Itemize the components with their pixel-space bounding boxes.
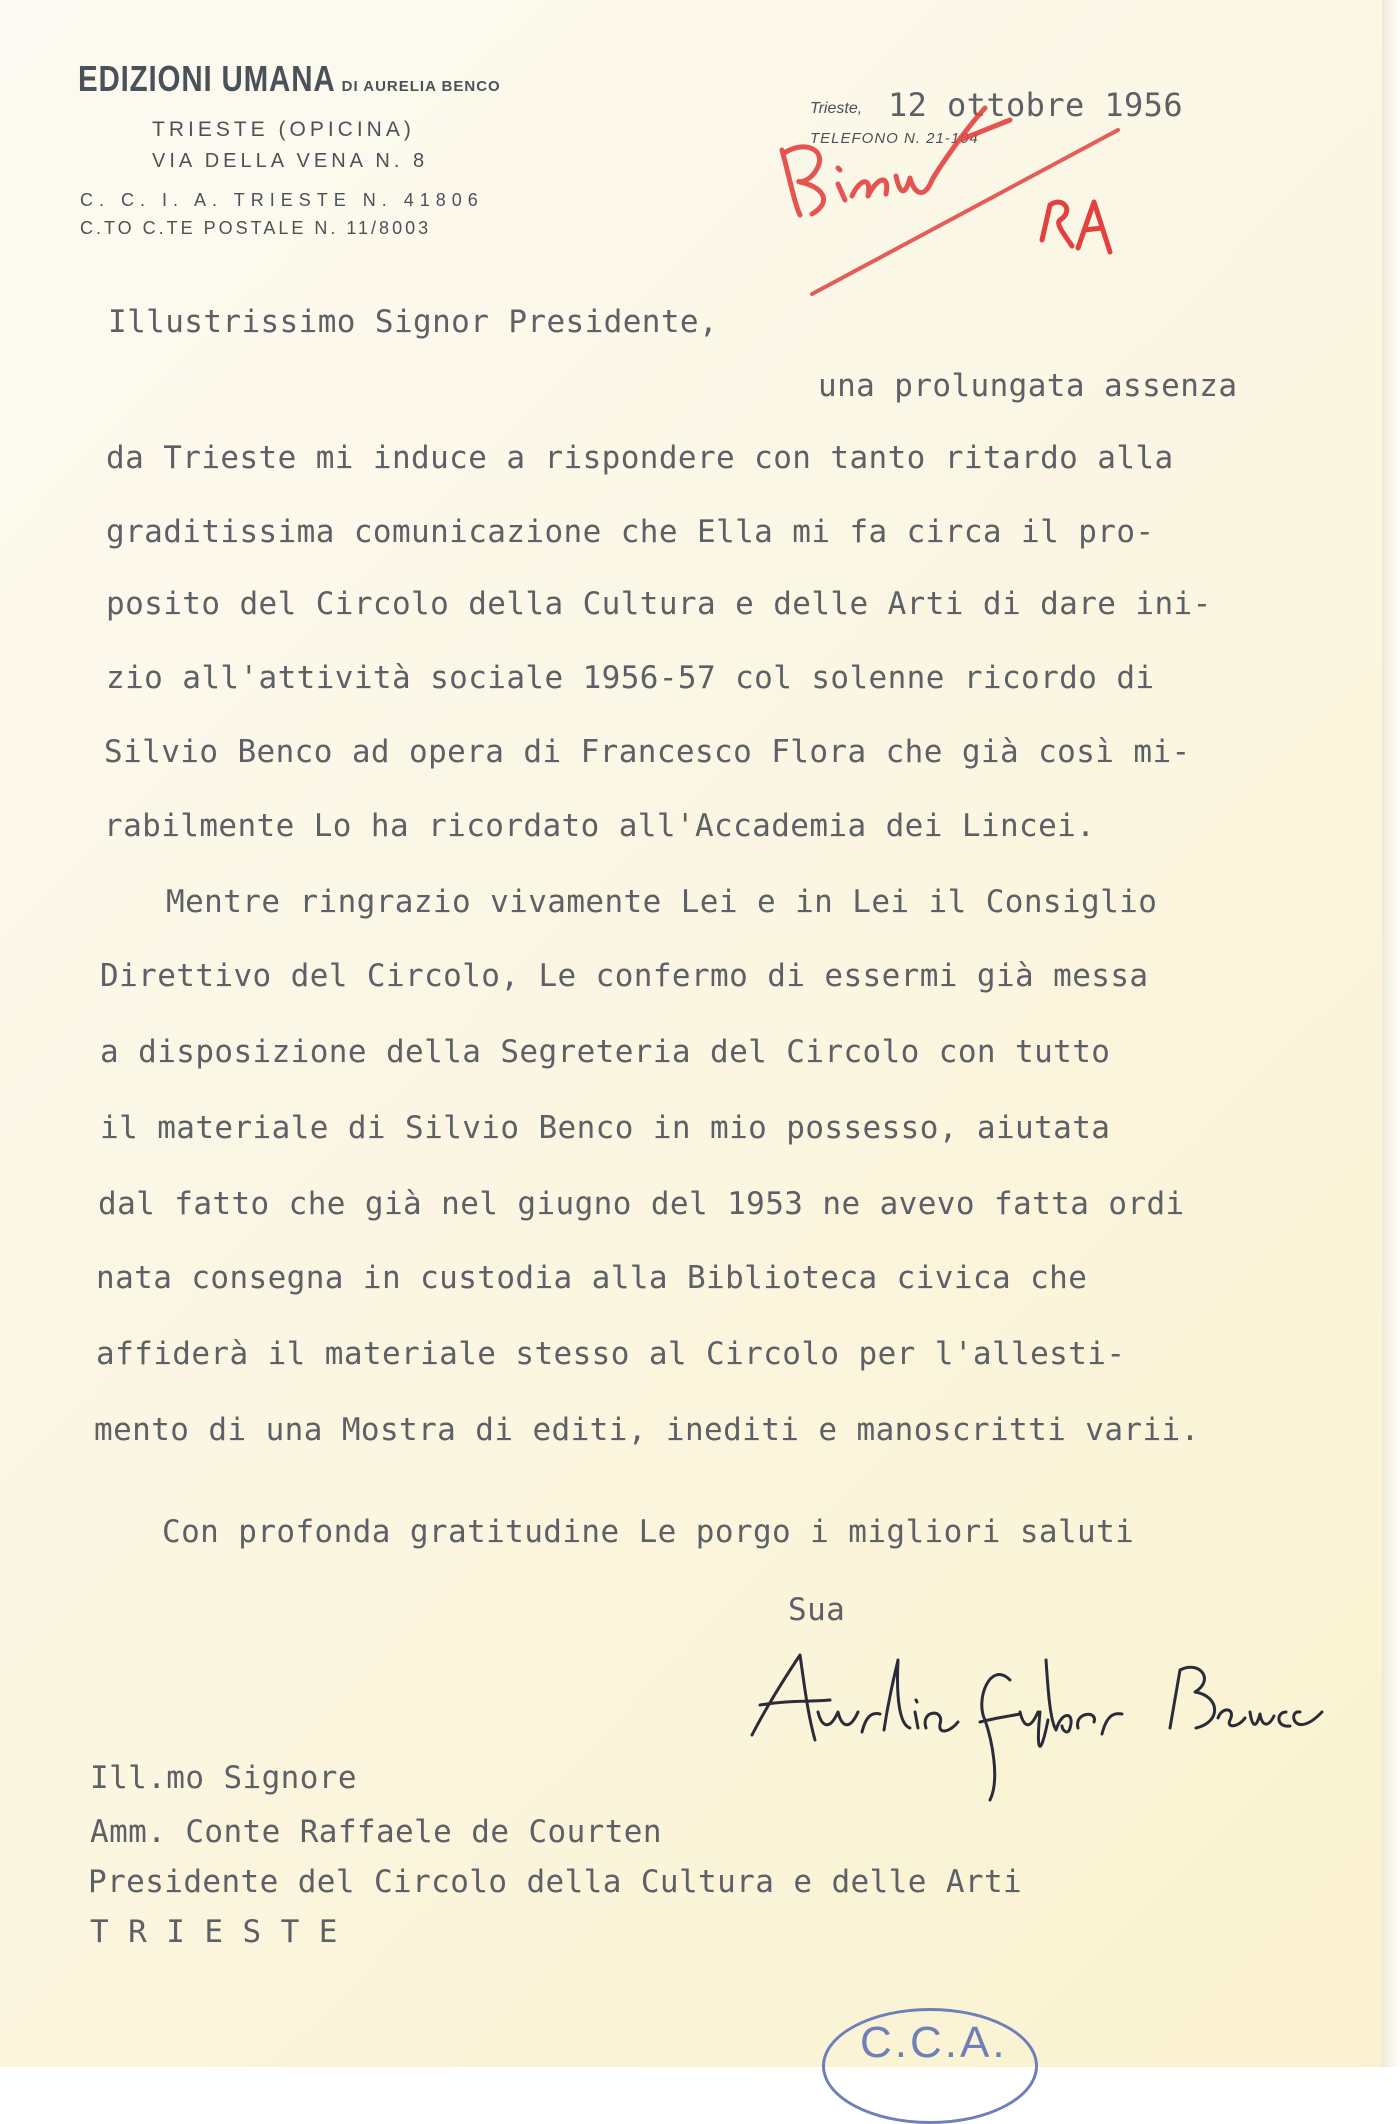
- recipient-line: T R I E S T E: [90, 1914, 338, 1950]
- closing-greeting: Con profonda gratitudine Le porgo i migliori saluti: [162, 1514, 1135, 1550]
- body-line: posito del Circolo della Cultura e delle Arti di dare ini-: [106, 586, 1212, 622]
- publisher-owner: DI AURELIA BENCO: [341, 78, 501, 95]
- salutation: Illustrissimo Signor Presidente,: [108, 304, 719, 340]
- page-edge: [1382, 0, 1400, 2067]
- closing-word: Sua: [788, 1592, 846, 1628]
- dateline-city: Trieste,: [810, 100, 863, 117]
- recipient-line: Amm. Conte Raffaele de Courten: [90, 1814, 662, 1850]
- body-line: zio all'attività sociale 1956-57 col solenne ricordo di: [106, 660, 1155, 696]
- body-line: rabilmente Lo ha ricordato all'Accademia dei Lincei.: [104, 808, 1096, 844]
- body-line: a disposizione della Segreteria del Circolo con tutto: [100, 1034, 1111, 1070]
- recipient-line: Presidente del Circolo della Cultura e delle Arti: [88, 1864, 1023, 1900]
- dateline-phone: TELEFONO N. 21-104: [810, 130, 979, 147]
- body-line: Direttivo del Circolo, Le confermo di essermi già messa: [100, 958, 1149, 994]
- body-line: graditissima comunicazione che Ella mi fa circa il pro-: [106, 514, 1155, 550]
- body-line: Mentre ringrazio vivamente Lei e in Lei il Consiglio: [166, 884, 1158, 920]
- body-line: nata consegna in custodia alla Biblioteca civica che: [96, 1260, 1088, 1296]
- letterhead-postal: C.TO C.TE POSTALE N. 11/8003: [80, 218, 432, 238]
- recipient-line: Ill.mo Signore: [90, 1760, 357, 1796]
- body-line: mento di una Mostra di editi, inediti e manoscritti varii.: [94, 1412, 1200, 1448]
- body-line: dal fatto che già nel giugno del 1953 ne avevo fatta ordi: [98, 1186, 1185, 1222]
- letterhead-street: VIA DELLA VENA N. 8: [152, 150, 429, 172]
- body-line: da Trieste mi induce a rispondere con tanto ritardo alla: [106, 440, 1174, 476]
- archive-stamp-text: C.C.A.: [860, 2018, 1008, 2067]
- publisher-name: EDIZIONI UMANA: [78, 58, 336, 99]
- body-line: una prolungata assenza: [818, 368, 1238, 404]
- letterhead: [78, 58, 578, 100]
- body-line: il materiale di Silvio Benco in mio possesso, aiutata: [100, 1110, 1111, 1146]
- letter-date: 12 ottobre 1956: [888, 86, 1183, 124]
- body-line: affiderà il materiale stesso al Circolo per l'allesti-: [96, 1336, 1126, 1372]
- body-line: Silvio Benco ad opera di Francesco Flora che già così mi-: [104, 734, 1191, 770]
- letterhead-city: TRIESTE (OPICINA): [152, 118, 415, 141]
- letterhead-ccia: C. C. I. A. TRIESTE N. 41806: [80, 190, 484, 210]
